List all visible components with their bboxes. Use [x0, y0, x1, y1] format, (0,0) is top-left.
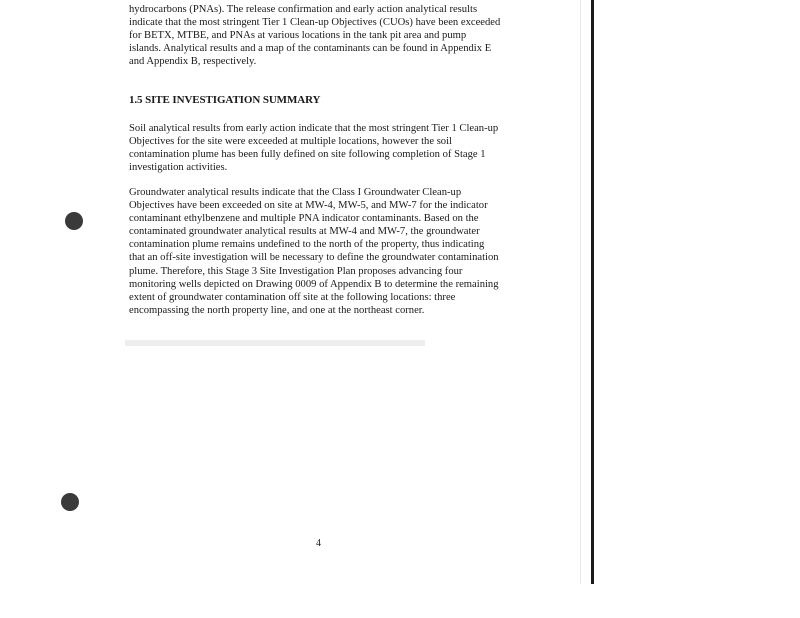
- text-line: contamination plume remains undefined to the north of the property, thus indicating: [129, 239, 485, 251]
- text-line: and Appendix B, respectively.: [129, 56, 257, 68]
- text-line: hydrocarbons (PNAs). The release confirmation and early action analytical results: [129, 4, 478, 15]
- scan-shadow-line: [580, 0, 581, 584]
- text-line: contamination plume has been fully defined on site following completion of Stage 1: [129, 149, 486, 161]
- paragraph-soil-results: [129, 122, 519, 174]
- text-line: plume. Therefore, this Stage 3 Site Investigation Plan proposes advancing four: [129, 265, 463, 277]
- text-line: contaminated groundwater analytical results at MW-4 and MW-7, the groundwater: [129, 226, 480, 238]
- section-heading: 1.5 SITE INVESTIGATION SUMMARY: [129, 94, 321, 106]
- page-edge-rule: [591, 0, 594, 584]
- paragraph-site-history: [129, 3, 519, 68]
- text-line: for BETX, MTBE, and PNAs at various locations in the tank pit area and pump: [129, 30, 467, 42]
- text-line: extent of groundwater contamination off site at the following locations: three: [129, 291, 456, 303]
- punch-hole: [65, 212, 83, 230]
- text-line: Objectives for the site were exceeded at multiple locations, however the soil: [129, 136, 452, 148]
- text-line: that an off-site investigation will be necessary to define the groundwater contamination: [129, 252, 499, 264]
- text-line: investigation activities.: [129, 162, 228, 174]
- page-number: 4: [316, 538, 321, 549]
- text-line: islands. Analytical results and a map of the contaminants can be found in Appendix E: [129, 43, 492, 55]
- text-line: indicate that the most stringent Tier 1 Clean-up Objectives (CUOs) have been exceeded: [129, 17, 501, 29]
- text-line: Groundwater analytical results indicate that the Class I Groundwater Clean-up: [129, 187, 462, 198]
- punch-hole: [61, 493, 79, 511]
- text-line: encompassing the north property line, and one at the northeast corner.: [129, 304, 425, 316]
- text-line: contaminant ethylbenzene and multiple PNA indicator contaminants. Based on the: [129, 213, 479, 225]
- scan-artifact: [125, 340, 425, 346]
- text-line: Soil analytical results from early action indicate that the most stringent Tier 1 Clean-up: [129, 123, 499, 134]
- text-line: monitoring wells depicted on Drawing 0009 of Appendix B to determine the remaining: [129, 278, 499, 290]
- paragraph-groundwater-results: [129, 186, 519, 317]
- text-line: Objectives have been exceeded on site at MW-4, MW-5, and MW-7 for the indicator: [129, 200, 488, 212]
